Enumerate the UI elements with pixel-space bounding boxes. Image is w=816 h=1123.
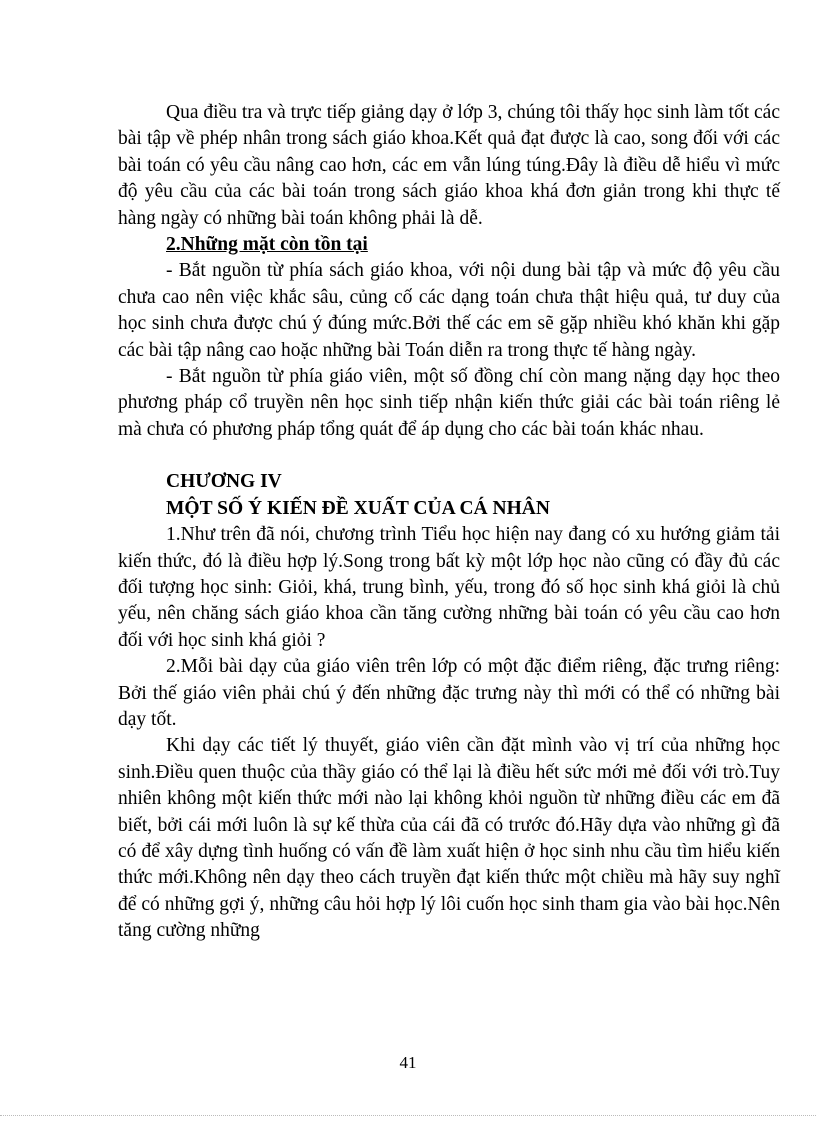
section-heading: 2.Những mặt còn tồn tại xyxy=(166,234,368,256)
chapter-subtitle: MỘT SỐ Ý KIẾN ĐỀ XUẤT CỦA CÁ NHÂN xyxy=(166,497,550,519)
page-number: 41 xyxy=(399,1053,417,1072)
theory-lesson-paragraph: Khi dạy các tiết lý thuyết, giáo viên cần đặt mình vào vị trí của những học sinh.Điều quen thuộc của thầy giáo có thể lại là điều hết sức mới mẻ đối với trò.Tuy nhiên không một kiến thức mới nào lại không khỏi nguồn từ những điều các em đã biết, bởi cái mới luôn là sự kế thừa của cái đã có trước đó.Hãy dựa vào những gì đã có để xây dựng tình huống có vấn đề làm xuất hiện ở học sinh nhu cầu tìm hiểu kiến thức mới.Không nên dạy theo cách truyền đạt kiến thức một chiều mà hãy suy nghĩ để có những gợi ý, những câu hỏi hợp lý lôi cuốn học sinh tham gia vào bài học.Nên tăng cường những xyxy=(118,735,780,942)
teacher-issue-paragraph: - Bắt nguồn từ phía giáo viên, một số đồng chí còn mang nặng dạy học theo phương pháp cổ truyền nên học sinh tiếp nhận kiến thức giải các bài toán riêng lẻ mà chưa có phương pháp tổng quát để áp dụng cho các bài toán khác nhau. xyxy=(118,366,780,440)
page-bottom-divider xyxy=(0,1115,816,1116)
proposal-1-paragraph: 1.Như trên đã nói, chương trình Tiểu học hiện nay đang có xu hướng giảm tải kiến thức, đó là điều hợp lý.Song trong bất kỳ một lớp học nào cũng có đầy đủ các đối tượng học sinh: Giỏi, khá, trung bình, yếu, trong đó số học sinh khá giỏi là chủ yếu, nên chăng sách giáo khoa cần tăng cường những bài toán có yêu cầu cao hơn đối với học sinh khá giỏi ? xyxy=(118,524,780,651)
chapter-title: CHƯƠNG IV xyxy=(166,471,282,493)
document-page xyxy=(118,100,780,945)
textbook-issue-paragraph: - Bắt nguồn từ phía sách giáo khoa, với nội dung bài tập và mức độ yêu cầu chưa cao nên việc khắc sâu, củng cố các dạng toán chưa thật hiệu quả, tư duy của học sinh chưa được chú ý đúng mức.Bởi thế các em sẽ gặp nhiều khó khăn khi gặp các bài tập nâng cao hoặc những bài Toán diễn ra trong thực tế hàng ngày. xyxy=(118,260,780,361)
intro-paragraph: Qua điều tra và trực tiếp giảng dạy ở lớp 3, chúng tôi thấy học sinh làm tốt các bài tập về phép nhân trong sách giáo khoa.Kết quả đạt được là cao, song đối với các bài toán có yêu cầu nâng cao hơn, các em vẫn lúng túng.Đây là điều dễ hiểu vì mức độ yêu cầu của các bài toán trong sách giáo khoa khá đơn giản trong khi thực tế hàng ngày có những bài toán không phải là dễ. xyxy=(118,102,780,229)
proposal-2-paragraph: 2.Mỗi bài dạy của giáo viên trên lớp có một đặc điểm riêng, đặc trưng riêng: Bởi thế giáo viên phải chú ý đến những đặc trưng này thì mới có thể có những bài dạy tốt. xyxy=(118,656,780,730)
